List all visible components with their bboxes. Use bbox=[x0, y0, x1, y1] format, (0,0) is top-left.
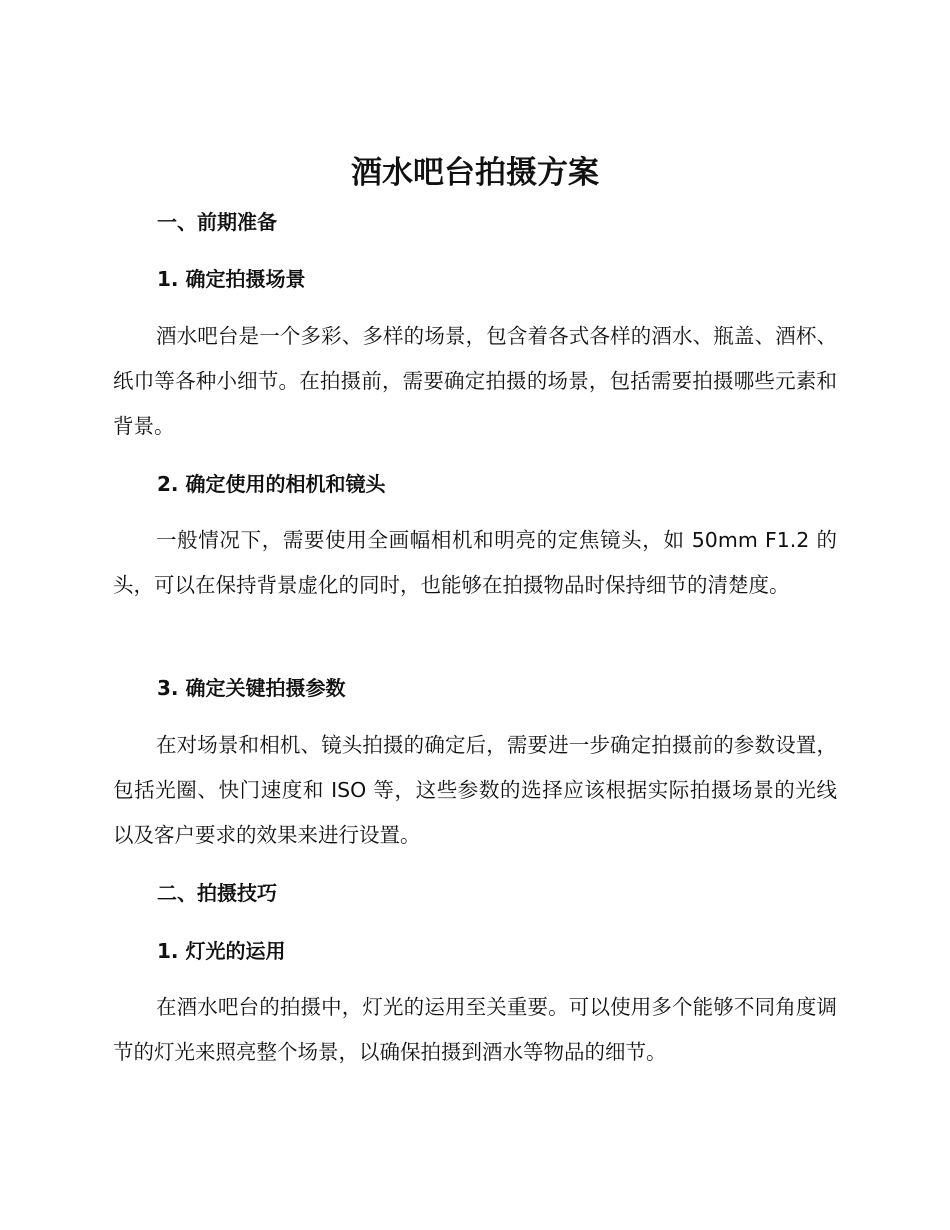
document-title: 酒水吧台拍摄方案 bbox=[351, 155, 599, 191]
subheading-scene: 1. 确定拍摄场景 bbox=[157, 267, 306, 291]
subheading-parameters: 3. 确定关键拍摄参数 bbox=[157, 676, 346, 700]
paragraph-parameters: 在对场景和相机、镜头拍摄的确定后，需要进一步确定拍摄前的参数设置，包括光圈、快门速度和 ISO 等，这些参数的选择应该根据实际拍摄场景的光线以及客户要求的效果来进行设置。 bbox=[113, 733, 837, 847]
section-heading-techniques: 二、拍摄技巧 bbox=[157, 881, 277, 905]
section-heading-preparation: 一、前期准备 bbox=[157, 210, 277, 234]
subheading-camera-lens: 2. 确定使用的相机和镜头 bbox=[157, 472, 386, 496]
paragraph-lighting: 在酒水吧台的拍摄中，灯光的运用至关重要。可以使用多个能够不同角度调节的灯光来照亮整个场景，以确保拍摄到酒水等物品的细节。 bbox=[113, 995, 837, 1064]
paragraph-scene: 酒水吧台是一个多彩、多样的场景，包含着各式各样的酒水、瓶盖、酒杯、纸巾等各种小细节。在拍摄前，需要确定拍摄的场景，包括需要拍摄哪些元素和背景。 bbox=[113, 324, 837, 438]
subheading-lighting: 1. 灯光的运用 bbox=[157, 939, 286, 963]
paragraph-camera-lens: 一般情况下，需要使用全画幅相机和明亮的定焦镜头，如 50mm F1.2 的头，可以在保持背景虚化的同时，也能够在拍摄物品时保持细节的清楚度。 bbox=[113, 528, 837, 597]
